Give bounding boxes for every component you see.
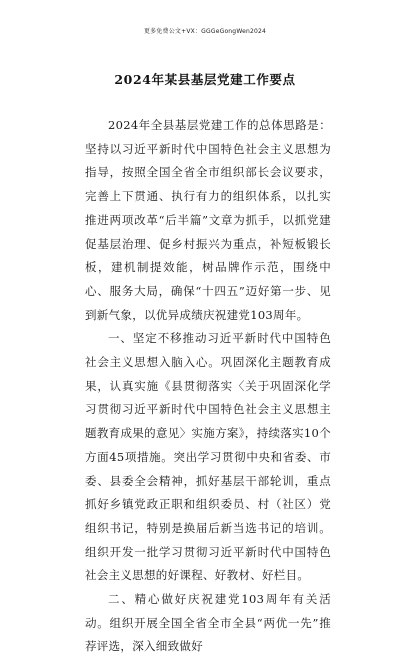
document-body (85, 114, 331, 659)
paragraph-section-2: 二、精心做好庆祝建党103周年有关活动。组织开展全国全省全市全县“两优一先”推荐评选，深入细致做好 (85, 592, 331, 654)
document-title: 2024年某县基层党建工作要点 (114, 72, 296, 87)
paragraph-intro: 2024年全县基层党建工作的总体思路是：坚持以习近平新时代中国特色社会主义思想为指导，按照全国全省全市组织部长会议要求，完善上下贯通、执行有力的组织体系，以扎实推进两项改革“后半篇”文章为抓手，以抓党建促基层治理、促乡村振兴为重点，补短板锻长板，建机制提效能，树品牌作示范，围绕中心、服务大局，确保“十四五”迈好第一步、见到新气象，以优异成绩庆祝建党103周年。 (85, 118, 331, 322)
paragraph-section-1: 一、坚定不移推动习近平新时代中国特色社会主义思想入脑入心。巩固深化主题教育成果，认真实施《县贯彻落实〈关于巩固深化学习贯彻习近平新时代中国特色社会主义思想主题教育成果的意见〉实施方案》，持续落实10个方面45项措施。突出学习贯彻中央和省委、市委、县委全会精神，抓好基层干部轮训，重点抓好乡镇党政正职和组织委员、村（社区）党组织书记，特别是换届后新当选书记的培训。组织开发一批学习贯彻习近平新时代中国特色社会主义思想的好课程、好教材、好栏目。 (85, 331, 331, 583)
header-note: 更多免费公文+VX：GGGeGongWen2024 (143, 28, 267, 35)
